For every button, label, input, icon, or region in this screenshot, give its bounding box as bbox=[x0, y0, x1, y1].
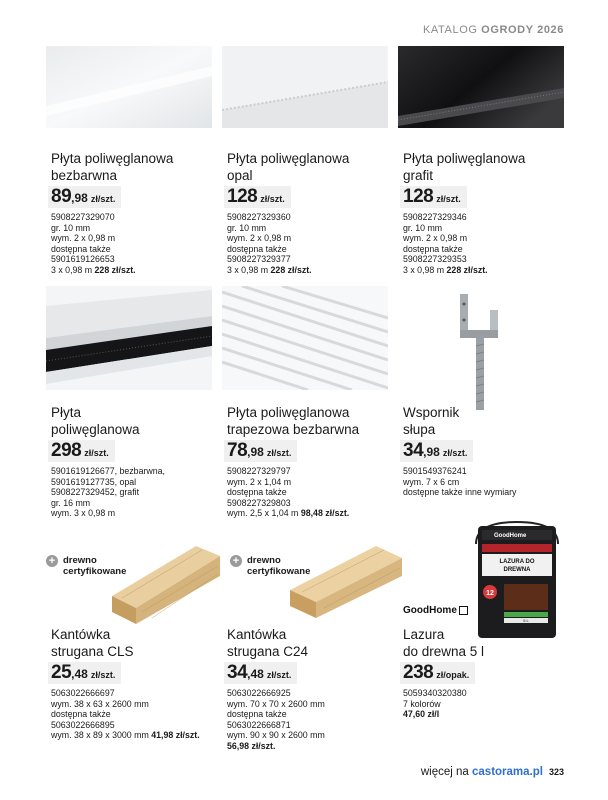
product-name: Wspornik słupa bbox=[403, 405, 460, 437]
product-name: Płyta poliwęglanowa grafit bbox=[403, 151, 526, 183]
price-tag: 128 zł/szt. bbox=[400, 186, 467, 208]
product-details: 5063022666697 wym. 38 x 63 x 2600 mm dostępna także 5063022666895 wym. 38 x 89 x 3000 mm 41,98 zł/szt. bbox=[51, 688, 200, 741]
can-size-text: 5 L bbox=[523, 618, 529, 623]
footer bbox=[421, 766, 564, 778]
price-tag: 25 ,48 zł/szt. bbox=[48, 662, 121, 684]
product-details: 5901549376241 wym. 7 x 6 cm dostępne także inne wymiary bbox=[403, 466, 517, 498]
product-image-polycarbonate-clear bbox=[46, 46, 212, 128]
goodhome-logo: GoodHome bbox=[403, 605, 468, 616]
product-name: Płyta poliwęglanowa bbox=[51, 405, 140, 437]
price-tag: 128 zł/szt. bbox=[224, 186, 291, 208]
catalog-header bbox=[423, 24, 564, 36]
website-link[interactable]: castorama.pl bbox=[472, 766, 543, 778]
product-details: 5063022666925 wym. 70 x 70 x 2600 mm dostępna także 5063022666871 wym. 90 x 90 x 2600 mm 56,98 zł/szt. bbox=[227, 688, 325, 751]
product-image-stain-can bbox=[468, 514, 566, 640]
price-tag: 89 ,98 zł/szt. bbox=[48, 186, 121, 208]
plus-circle-icon: + bbox=[46, 555, 58, 567]
product-name: Płyta poliwęglanowa opal bbox=[227, 151, 350, 183]
product-name: Kantówka strugana C24 bbox=[227, 627, 309, 659]
product-details: 5908227329797 wym. 2 x 1,04 m dostępna także 5908227329803 wym. 2,5 x 1,04 m 98,48 zł/szt. bbox=[227, 466, 350, 519]
certified-wood-badge: + drewno certyfikowane bbox=[230, 555, 310, 577]
header-katalog: KATALOG bbox=[422, 24, 478, 36]
product-image-timber-c24 bbox=[290, 546, 402, 618]
product-image-polycarbonate-trapezoid bbox=[222, 286, 388, 390]
product-details: 5908227329070 gr. 10 mm wym. 2 x 0,98 m dostępna także 5901619126653 3 x 0,98 m 228 zł/szt. bbox=[51, 212, 136, 275]
can-title-1: LAZURA DO bbox=[499, 559, 535, 565]
can-brand-text: GoodHome bbox=[494, 533, 527, 539]
house-icon bbox=[459, 606, 468, 615]
svg-text:12: 12 bbox=[486, 590, 494, 597]
plus-circle-icon: + bbox=[230, 555, 242, 567]
price-tag: 238 zł/opak. bbox=[400, 662, 475, 684]
product-name: Płyta poliwęglanowa trapezowa bezbarwna bbox=[227, 405, 360, 437]
product-details: 5059340320380 7 kolorów 47,60 zł/l bbox=[403, 688, 467, 720]
page-number: 323 bbox=[548, 767, 564, 777]
price-tag: 34 ,98 zł/szt. bbox=[400, 440, 473, 462]
product-name: Lazura do drewna 5 l bbox=[403, 627, 485, 659]
product-image-polycarbonate-graphite bbox=[398, 46, 564, 128]
price-tag: 298 zł/szt. bbox=[48, 440, 115, 462]
product-image-polycarbonate-stack bbox=[46, 286, 212, 390]
product-name: Kantówka strugana CLS bbox=[51, 627, 134, 659]
price-tag: 34 ,48 zł/szt. bbox=[224, 662, 297, 684]
product-image-polycarbonate-opal bbox=[222, 46, 388, 128]
certified-wood-badge: + drewno certyfikowane bbox=[46, 555, 126, 577]
product-details: 5908227329360 gr. 10 mm wym. 2 x 0,98 m dostępna także 5908227329377 3 x 0,98 m 228 zł/szt. bbox=[227, 212, 312, 275]
can-title-2: DREWNA bbox=[503, 567, 531, 573]
footer-prefix: więcej na bbox=[420, 766, 473, 778]
product-name: Płyta poliwęglanowa bezbarwna bbox=[51, 151, 174, 183]
product-details: 5908227329346 gr. 10 mm wym. 2 x 0,98 m dostępna także 5908227329353 3 x 0,98 m 228 zł/szt. bbox=[403, 212, 488, 275]
product-image-post-bracket bbox=[454, 290, 504, 412]
header-title: OGRODY 2026 bbox=[481, 24, 564, 36]
price-tag: 78 ,98 zł/szt. bbox=[224, 440, 297, 462]
product-image-timber-cls bbox=[112, 546, 220, 624]
product-details: 5901619126677, bezbarwna, 5901619127735, opal 5908227329452, grafit gr. 16 mm wym. 3 x 0,98 m bbox=[51, 466, 165, 519]
